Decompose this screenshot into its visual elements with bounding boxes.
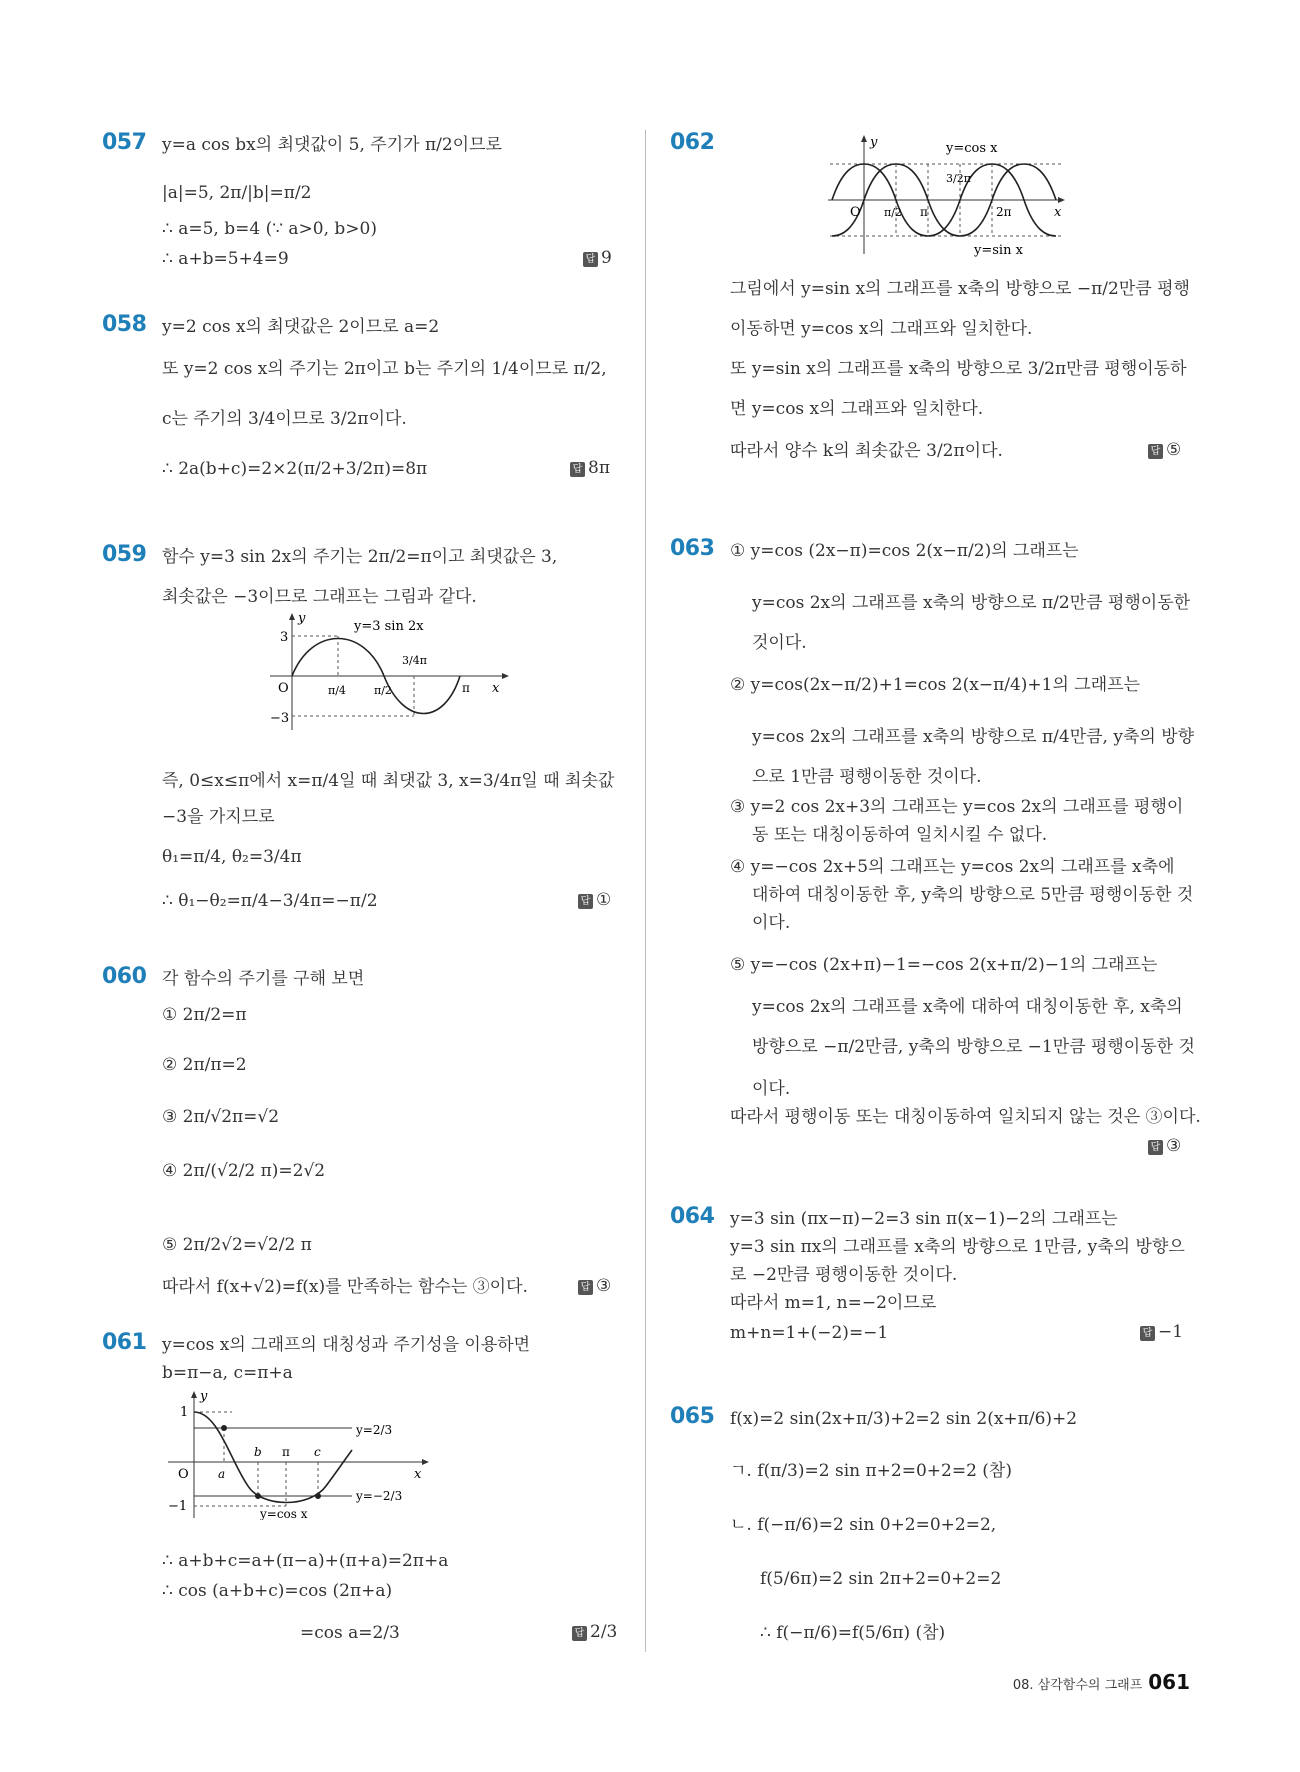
answer-badge: 답 [1148,1140,1163,1155]
solution-line: 각 함수의 주기를 구해 보면 [162,969,365,989]
tick-label: b [254,1445,262,1459]
solution-line: 로 −2만큼 평행이동한 것이다. [730,1265,958,1285]
problem-number: 057 [102,130,147,155]
tick-label: a [218,1467,226,1481]
solution-line: y=3 sin πx의 그래프를 x축의 방향으로 1만큼, y축의 방향으 [730,1237,1185,1257]
answer [578,890,611,910]
solution-line: ② y=cos(2x−π/2)+1=cos 2(x−π/4)+1의 그래프는 [730,675,1140,695]
solution-line: =cos a=2/3 [300,1623,400,1643]
solution-line: 따라서 m=1, n=−2이므로 [730,1293,937,1313]
cosine-graph-061 [160,1390,440,1520]
tick-label: 3/4π [402,654,427,667]
solution-line: y=2 cos x의 최댓값은 2이므로 a=2 [162,317,440,337]
tick-label: −1 [168,1499,188,1514]
solution-line: 방향으로 −π/2만큼, y축의 방향으로 −1만큼 평행이동한 것 [752,1037,1195,1057]
solution-line: 따라서 f(x+√2)=f(x)를 만족하는 함수는 ③이다. [162,1277,528,1297]
solution-line: ③ y=2 cos 2x+3의 그래프는 y=cos 2x의 그래프를 평행이 [730,797,1184,817]
solution-line: ㄴ. f(−π/6)=2 sin 0+2=0+2=2, [730,1515,997,1535]
tick-label: c [314,1445,321,1459]
solution-line: f(x)=2 sin(2x+π/3)+2=2 sin 2(x+π/6)+2 [730,1409,1078,1429]
line-label: y=2/3 [356,1423,393,1437]
solution-line: ∴ θ₁−θ₂=π/4−3/4π=−π/2 [162,891,378,911]
sine-graph-059 [262,612,512,734]
page-number: 061 [1148,1670,1190,1694]
solution-line: y=cos x의 그래프의 대칭성과 주기성을 이용하면 [162,1335,531,1355]
solution-line: 또 y=2 cos x의 주기는 2π이고 b는 주기의 1/4이므로 π/2, [162,359,607,379]
solution-line: ∴ a+b+c=a+(π−a)+(π+a)=2π+a [162,1551,449,1571]
answer-badge: 답 [1140,1326,1155,1341]
solution-line: 또 y=sin x의 그래프를 x축의 방향으로 3/2π만큼 평행이동하 [730,359,1187,379]
solution-line: ∴ cos (a+b+c)=cos (2π+a) [162,1581,393,1601]
problem-number: 059 [102,542,147,567]
solution-line: 동 또는 대칭이동하여 일치시킬 수 없다. [752,825,1048,845]
origin-label: O [278,681,289,696]
solution-line: ∴ 2a(b+c)=2×2(π/2+3/2π)=8π [162,459,428,479]
answer [1148,1136,1181,1156]
solution-line: ② 2π/π=2 [162,1055,247,1075]
tick-label: π/2 [884,206,902,219]
solution-line: ∴ a+b=5+4=9 [162,249,289,269]
solution-line: 함수 y=3 sin 2x의 주기는 2π/2=π이고 최댓값은 3, [162,547,558,567]
solution-line: y=a cos bx의 최댓값이 5, 주기가 π/2이므로 [162,135,502,155]
solution-line: y=cos 2x의 그래프를 x축의 방향으로 π/2만큼 평행이동한 [752,593,1191,613]
axis-label: x [492,681,500,696]
solution-line: 대하여 대칭이동한 후, y축의 방향으로 5만큼 평행이동한 것 [752,885,1194,905]
solution-line: 그림에서 y=sin x의 그래프를 x축의 방향으로 −π/2만큼 평행 [730,279,1190,299]
solution-line: |a|=5, 2π/|b|=π/2 [162,183,312,203]
axis-label: y [200,1390,208,1404]
solution-line: 면 y=cos x의 그래프와 일치한다. [730,399,984,419]
solution-line: ① 2π/2=π [162,1005,247,1025]
problem-number: 062 [670,130,715,155]
tick-label: 3 [280,630,289,645]
tick-label: 1 [180,1405,189,1420]
solution-line: c는 주기의 3/4이므로 3/2π이다. [162,409,407,429]
answer-value: 9 [601,248,612,268]
tick-label: −3 [270,711,290,726]
answer-badge: 답 [578,894,593,909]
solution-line: 최솟값은 −3이므로 그래프는 그림과 같다. [162,587,477,607]
line-label: y=−2/3 [356,1489,403,1503]
solution-line: ④ y=−cos 2x+5의 그래프는 y=cos 2x의 그래프를 x축에 [730,857,1175,877]
solution-line: ㄱ. f(π/3)=2 sin π+2=0+2=2 (참) [730,1461,1012,1481]
axis-label: y [298,612,306,626]
answer [578,1276,611,1296]
solution-line: 따라서 평행이동 또는 대칭이동하여 일치되지 않는 것은 ③이다. [730,1107,1201,1127]
curve-label: y=sin x [974,243,1023,258]
answer-value: ⑤ [1166,440,1182,460]
solution-line: 따라서 양수 k의 최솟값은 3/2π이다. [730,441,1003,461]
problem-number: 063 [670,536,715,561]
page-footer [1013,1670,1190,1694]
solution-line: 이다. [752,1079,791,1099]
problem-number: 058 [102,312,147,337]
answer [572,1622,617,1642]
solution-line: 이다. [752,913,791,933]
tick-label: π [462,681,470,695]
problem-number: 061 [102,1330,147,1355]
answer-value: −1 [1158,1322,1184,1342]
tick-label: π [920,205,928,219]
solution-line: f(5/6π)=2 sin 2π+2=0+2=2 [760,1569,1002,1589]
solution-line: 으로 1만큼 평행이동한 것이다. [752,767,982,787]
solution-line: ① y=cos (2x−π)=cos 2(x−π/2)의 그래프는 [730,541,1079,561]
answer-badge: 답 [1148,444,1163,459]
problem-number: 065 [670,1404,715,1429]
curve-label: y=cos x [946,141,998,156]
solution-line: ③ 2π/√2π=√2 [162,1107,280,1127]
solution-line: m+n=1+(−2)=−1 [730,1323,889,1343]
solution-line: y=cos 2x의 그래프를 x축에 대하여 대칭이동한 후, x축의 [752,997,1183,1017]
solution-line: 이동하면 y=cos x의 그래프와 일치한다. [730,319,1033,339]
problem-number: 060 [102,964,147,989]
answer-badge: 답 [583,252,598,267]
solution-line: ∴ f(−π/6)=f(5/6π) (참) [760,1623,946,1643]
answer [1140,1322,1183,1342]
solution-line: ④ 2π/(√2/2 π)=2√2 [162,1161,326,1181]
answer-badge: 답 [578,1280,593,1295]
tick-label: π [282,1445,290,1459]
sin-cos-graph-062 [828,132,1068,260]
solution-line: −3을 가지므로 [162,807,275,827]
tick-label: π/4 [328,684,346,697]
tick-label: 2π [996,205,1012,219]
tick-label: 3/2π [946,172,971,185]
chapter-title: 08. 삼각함수의 그래프 [1012,1678,1143,1693]
solution-line: y=cos 2x의 그래프를 x축의 방향으로 π/4만큼, y축의 방향 [752,727,1195,747]
solution-line: ⑤ y=−cos (2x+π)−1=−cos 2(x+π/2)−1의 그래프는 [730,955,1158,975]
solution-line: 것이다. [752,633,807,653]
answer-value: 2/3 [590,1622,618,1642]
answer [583,248,612,268]
tick-label: π/2 [374,684,392,697]
solution-line: ⑤ 2π/2√2=√2/2 π [162,1235,312,1255]
answer-value: 8π [588,458,610,478]
solution-line: ∴ a=5, b=4 (∵ a>0, b>0) [162,219,377,239]
column-divider [645,130,646,1652]
answer-badge: 답 [570,462,585,477]
axis-label: x [1054,205,1062,220]
problem-number: 064 [670,1204,715,1229]
solution-line: b=π−a, c=π+a [162,1363,293,1383]
answer-badge: 답 [572,1626,587,1641]
origin-label: O [178,1467,189,1482]
solution-line: 즉, 0≤x≤π에서 x=π/4일 때 최댓값 3, x=3/4π일 때 최솟값 [162,771,615,791]
origin-label: O [850,205,861,220]
answer-value: ③ [1166,1136,1182,1156]
curve-label: y=3 sin 2x [354,619,424,634]
curve-label: y=cos x [260,1507,308,1520]
answer [570,458,610,478]
answer [1148,440,1181,460]
solution-line: y=3 sin (πx−π)−2=3 sin π(x−1)−2의 그래프는 [730,1209,1118,1229]
axis-label: y [870,135,878,150]
solution-line: θ₁=π/4, θ₂=3/4π [162,847,302,867]
answer-value: ③ [596,1276,612,1296]
answer-value: ① [596,890,612,910]
axis-label: x [414,1467,422,1482]
